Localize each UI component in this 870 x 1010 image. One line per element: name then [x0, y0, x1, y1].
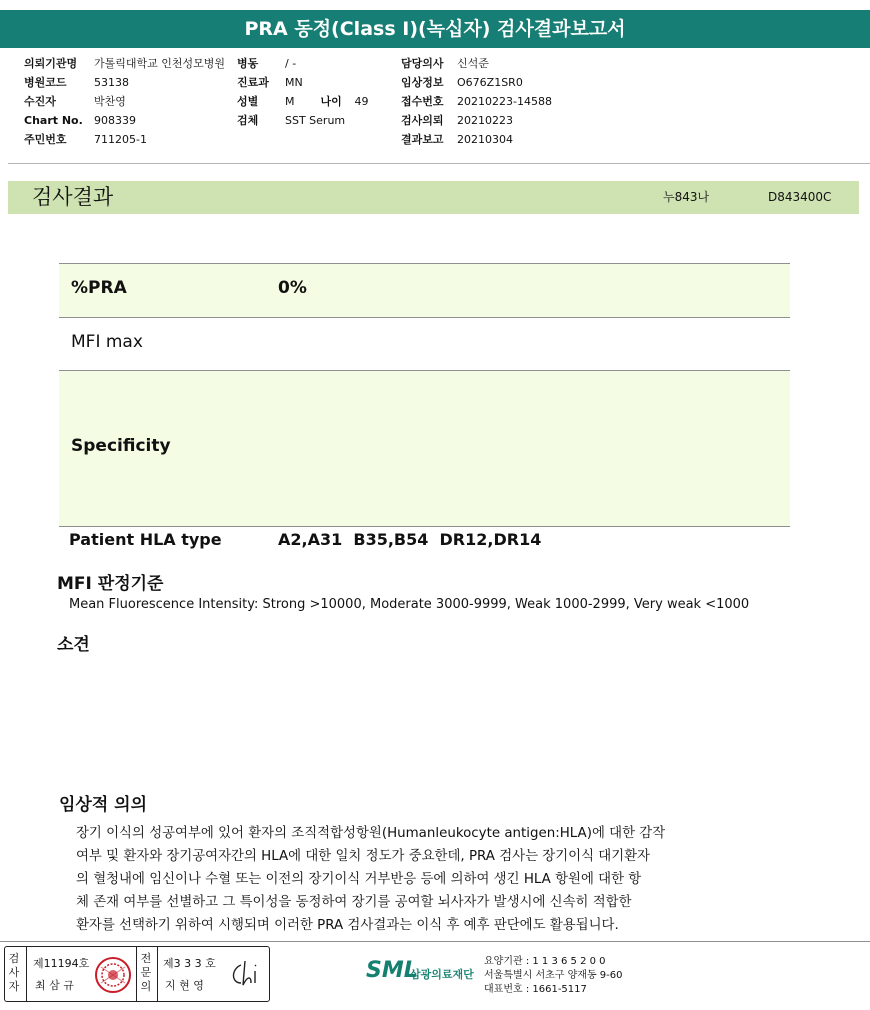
mfi-criteria-text: Mean Fluorescence Intensity: Strong >10000, Moderate 3000-9999, Weak 1000-2999, Very weak <1000: [69, 597, 750, 612]
department-value: MN: [285, 76, 303, 89]
footer-divider: [0, 941, 870, 942]
clinical-line: 의 혈청내에 임신이나 수혈 또는 이전의 장기이식 거부반응 등에 의하여 생긴 HLA 항원에 대한 항: [76, 872, 642, 887]
recipient-value: 박찬영: [94, 95, 126, 108]
clinical-significance-text: [76, 822, 776, 937]
request-date-label: 검사의뢰: [401, 114, 444, 127]
specimen-label: 검체: [237, 114, 259, 127]
examiner-label: 검사자: [8, 952, 20, 993]
clinical-line: 여부 및 환자와 장기공여자간의 HLA에 대한 일치 정도가 중요한데, PRA 검사는 장기이식 대기환자: [76, 849, 650, 864]
sex-value: M: [285, 95, 295, 108]
examiner-no: 제11194호: [33, 957, 90, 970]
clinical-info-label: 임상정보: [401, 76, 444, 89]
care-institution: 요양기관 : 1 1 3 6 5 2 0 0: [484, 956, 606, 967]
ward-value: / -: [285, 57, 297, 70]
request-date-value: 20210223: [457, 114, 513, 127]
result-code-1: 누843나: [663, 190, 710, 204]
chart-no-value: 908339: [94, 114, 136, 127]
clinical-line: 체 존재 여부를 선별하고 그 특이성을 동정하여 장기를 공여할 뇌사자가 발생시에 신속히 적합한: [76, 895, 632, 910]
institution-label: 의뢰기관명: [24, 57, 78, 70]
table-line-top: [59, 263, 790, 264]
hla-type-label: Patient HLA type: [69, 530, 222, 549]
sign-divider: [26, 947, 27, 1001]
clinical-line: 환자를 선택하기 위하여 시행되며 이러한 PRA 검사결과는 이식 후 예후 판단에도 활용됩니다.: [76, 918, 619, 933]
specimen-value: SST Serum: [285, 114, 346, 127]
sign-divider: [136, 947, 137, 1001]
opinion-heading: 소견: [57, 635, 90, 655]
specialist-no: 제3 3 3 호: [163, 957, 216, 970]
specialist-label: 전문의: [140, 952, 152, 993]
doctor-value: 신석준: [457, 57, 489, 70]
institution-value: 가톨릭대학교 인천성모병원: [94, 57, 226, 70]
age-label: 나이: [320, 95, 342, 108]
mfi-criteria-heading: MFI 판정기준: [57, 574, 164, 594]
doctor-label: 담당의사: [401, 57, 444, 70]
receipt-no-label: 접수번호: [401, 95, 444, 108]
signature-box: [4, 946, 270, 1002]
examiner-name: 최 삼 규: [35, 979, 74, 992]
recipient-label: 수진자: [24, 95, 56, 108]
header-divider: [8, 163, 870, 164]
sml-logo: SML: [366, 958, 418, 983]
company-address: 서울특별시 서초구 양재동 9-60: [484, 970, 623, 981]
ward-label: 병동: [237, 57, 259, 70]
seal-icon: [93, 955, 133, 995]
result-header-bar: [8, 181, 859, 214]
result-title: 검사결과: [32, 185, 114, 209]
pra-label: %PRA: [71, 278, 127, 298]
table-line-bottom: [59, 526, 790, 527]
sign-divider: [157, 947, 158, 1001]
clinical-line: 장기 이식의 성공여부에 있어 환자의 조직적합성항원(Humanleukocyte antigen:HLA)에 대한 감작: [76, 826, 666, 841]
table-line-3: [59, 370, 790, 371]
company-phone: 대표번호 : 1661-5117: [484, 984, 587, 995]
specialist-name: 지 현 영: [165, 979, 204, 992]
hospital-code-label: 병원코드: [24, 76, 67, 89]
signature-icon: [227, 957, 265, 991]
report-date-value: 20210304: [457, 133, 513, 146]
hla-type-value: A2,A31 B35,B54 DR12,DR14: [278, 530, 542, 549]
sex-label: 성별: [237, 95, 259, 108]
report-title: PRA 동정(Class I)(녹십자) 검사결과보고서: [0, 10, 870, 48]
pra-row: [59, 263, 790, 317]
resident-no-value: 711205-1: [94, 133, 147, 146]
specificity-label: Specificity: [71, 436, 171, 456]
receipt-no-value: 20210223-14588: [457, 95, 552, 108]
result-code-2: D843400C: [768, 190, 832, 204]
company-name: 삼광의료재단: [410, 968, 474, 981]
report-date-label: 결과보고: [401, 133, 444, 146]
company-address-block: [484, 955, 623, 997]
chart-no-label: Chart No.: [24, 114, 83, 127]
patient-info-col3: [401, 54, 552, 149]
table-line-2: [59, 317, 790, 318]
pra-value: 0%: [278, 278, 307, 298]
department-label: 진료과: [237, 76, 269, 89]
mfi-max-label: MFI max: [71, 332, 143, 352]
clinical-significance-heading: 임상적 의의: [59, 795, 148, 815]
patient-info-col1: [24, 54, 225, 149]
patient-info-col2: [237, 54, 369, 130]
age-value: 49: [354, 95, 369, 108]
hospital-code-value: 53138: [94, 76, 129, 89]
resident-no-label: 주민번호: [24, 133, 67, 146]
clinical-info-value: O676Z1SR0: [457, 76, 523, 89]
